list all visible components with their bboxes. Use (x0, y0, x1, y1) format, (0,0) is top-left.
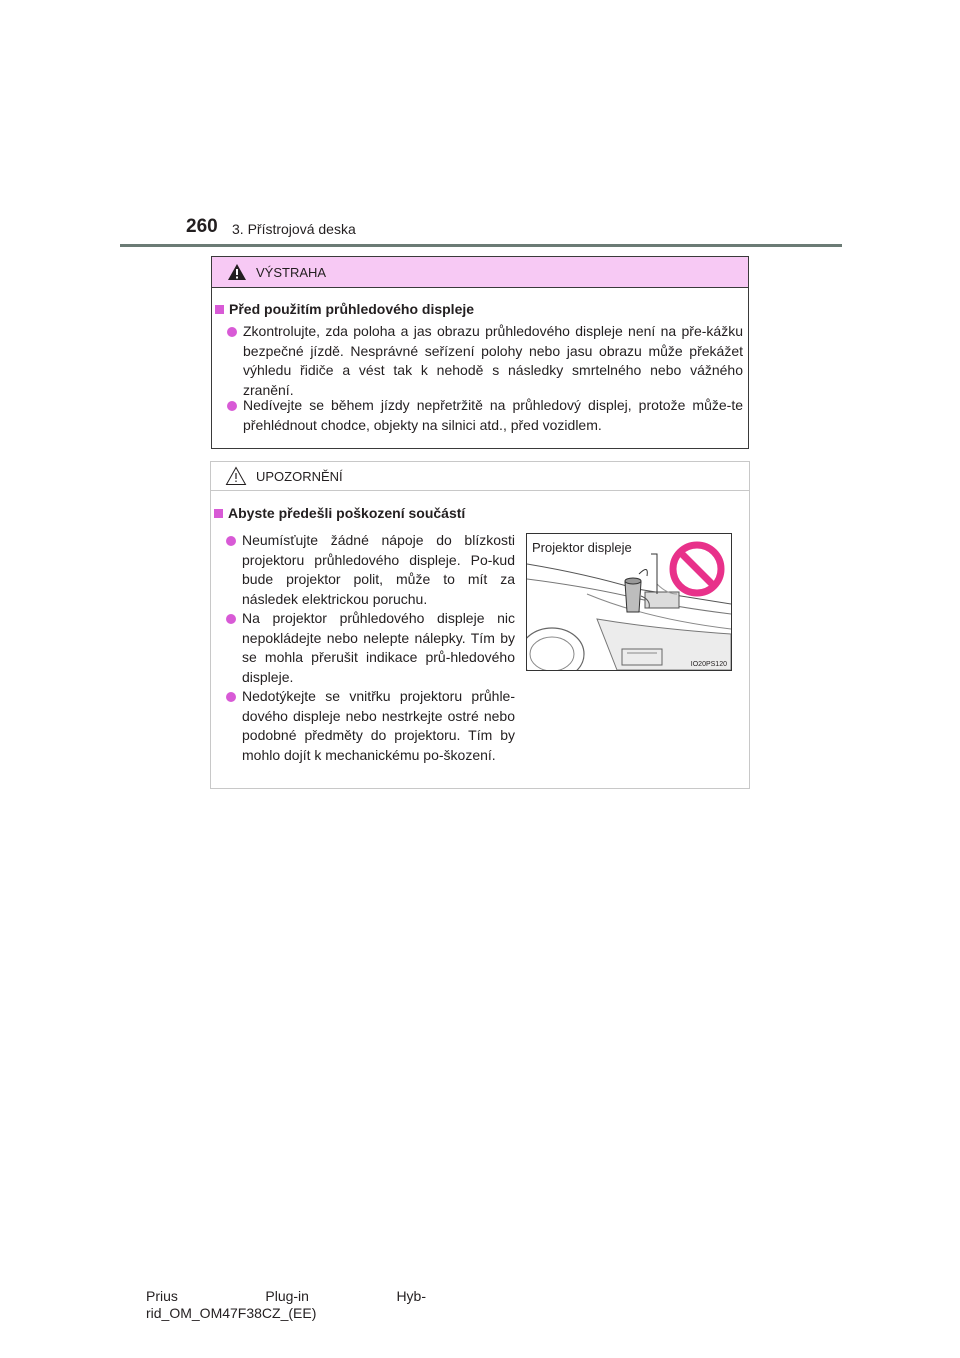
caution-title: UPOZORNĚNÍ (256, 468, 343, 484)
square-bullet-icon (215, 305, 224, 314)
list-item-text: Neumísťujte žádné nápoje do blízkosti projektoru průhledového displeje. Po-kud bude projektor polit, může to mít za následek elektrickou poruchu. (242, 532, 515, 607)
footer-model: Prius (146, 1288, 178, 1304)
list-item (243, 322, 743, 400)
square-bullet-icon (214, 509, 223, 518)
bullet-dot-icon (226, 614, 236, 624)
caution-header (211, 462, 749, 491)
warning-icon (227, 263, 247, 281)
bullet-dot-icon (227, 401, 237, 411)
footer-line-1 (146, 1288, 426, 1305)
caution-box (210, 461, 750, 789)
figure-code: IO20PS120 (690, 661, 727, 668)
list-item (243, 396, 743, 435)
footer (146, 1288, 426, 1322)
list-item (242, 687, 515, 765)
page-number: 260 (186, 216, 218, 237)
caution-heading (211, 505, 465, 521)
list-item-text: Nedívejte se během jízdy nepřetržitě na průhledový displej, protože může-te přehlédnout chodce, objekty na silnici atd., před vozidlem. (243, 397, 743, 433)
list-item (242, 531, 515, 609)
bullet-dot-icon (227, 327, 237, 337)
warning-heading (212, 301, 474, 317)
section-title: 3. Přístrojová deska (232, 221, 356, 237)
caution-heading-text: Abyste předešli poškození součástí (228, 505, 466, 521)
footer-variant: Plug-in (265, 1288, 309, 1304)
list-item (242, 609, 515, 687)
bullet-dot-icon (226, 692, 236, 702)
header-rule (120, 244, 842, 247)
list-item-text: Na projektor průhledového displeje nic nepokládejte nebo nelepte nálepky. Tím by se mohla přerušit indikace prů-hledového displeje. (242, 610, 515, 685)
list-item-text: Nedotýkejte se vnitřku projektoru průhle-dového displeje nebo nestrkejte ostré nebo podobné předměty do projektoru. Tím by mohlo dojít k mechanickému po-škození. (242, 688, 515, 763)
prohibition-icon (668, 540, 726, 598)
bullet-dot-icon (226, 536, 236, 546)
footer-hyb: Hyb- (396, 1288, 426, 1304)
warning-title: VÝSTRAHA (256, 264, 327, 280)
warning-box (211, 256, 749, 449)
projector-illustration (526, 533, 732, 671)
warning-heading-text: Před použitím průhledového displeje (229, 301, 475, 317)
caution-icon (225, 466, 247, 486)
figure-label: Projektor displeje (532, 540, 632, 555)
footer-line-2: rid_OM_OM47F38CZ_(EE) (146, 1305, 317, 1321)
list-item-text: Zkontrolujte, zda poloha a jas obrazu průhledového displeje není na pře-kážku bezpečné jízdě. Nesprávné seřízení polohy nebo jasu obrazu může překážet výhledu řidiče a vést tak k nehodě s následky smrtelného nebo vážného zranění. (243, 323, 743, 398)
warning-header (212, 257, 748, 288)
